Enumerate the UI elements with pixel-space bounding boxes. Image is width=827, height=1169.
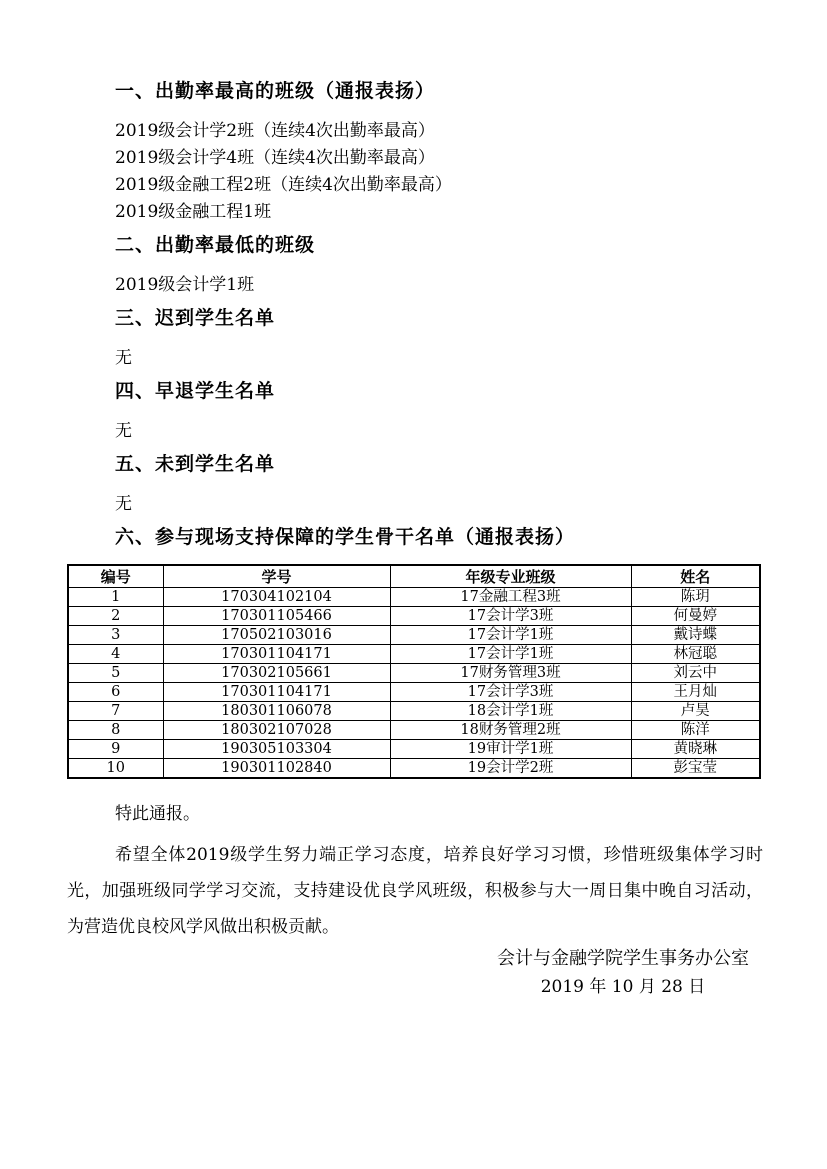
table-cell-class: 18会计学1班	[390, 702, 631, 721]
table-row	[68, 607, 760, 626]
table-cell-index: 6	[68, 683, 163, 702]
table-cell-student-id: 180302107028	[163, 721, 390, 740]
table-cell-student-id: 170304102104	[163, 588, 390, 607]
table-row	[68, 626, 760, 645]
table-cell-index: 9	[68, 740, 163, 759]
table-cell-index: 7	[68, 702, 163, 721]
table-row	[68, 664, 760, 683]
section-heading-6: 六、参与现场支持保障的学生骨干名单（通报表扬）	[115, 526, 576, 548]
table-cell-name: 陈洋	[631, 721, 760, 740]
table-row	[68, 683, 760, 702]
column-header-student-id: 学号	[163, 565, 390, 588]
table-cell-name: 陈玥	[631, 588, 760, 607]
table-cell-name: 林冠聪	[631, 645, 760, 664]
table-cell-class: 17财务管理3班	[390, 664, 631, 683]
exhortation-paragraph: 希望全体2019级学生努力端正学习态度，培养良好学习习惯，珍惜班级集体学习时光，加强班级同学学习交流，支持建设优良学风班级，积极参与大一周日集中晚自习活动，为营造优良校风学风做出积极贡献。	[67, 845, 763, 937]
section-heading-2: 二、出勤率最低的班级	[115, 234, 316, 256]
table-cell-student-id: 170301105466	[163, 607, 390, 626]
signature-office: 会计与金融学院学生事务办公室	[497, 948, 749, 969]
table-cell-student-id: 170302105661	[163, 664, 390, 683]
table-row	[68, 759, 760, 779]
table-cell-student-id: 180301106078	[163, 702, 390, 721]
table-cell-name: 何曼婷	[631, 607, 760, 626]
table-row	[68, 588, 760, 607]
closing-statement: 特此通报。	[115, 804, 200, 824]
section-1-item-2: 2019级会计学4班（连续4次出勤率最高）	[115, 148, 435, 168]
section-1-item-4: 2019级金融工程1班	[115, 202, 272, 222]
section-2-item-1: 2019级会计学1班	[115, 275, 255, 295]
table-cell-class: 17会计学1班	[390, 645, 631, 664]
table-header-row	[68, 565, 760, 588]
table-row	[68, 740, 760, 759]
column-header-name: 姓名	[631, 565, 760, 588]
table-cell-index: 5	[68, 664, 163, 683]
section-heading-1: 一、出勤率最高的班级（通报表扬）	[115, 80, 436, 102]
table-cell-index: 2	[68, 607, 163, 626]
section-5-item-1: 无	[115, 494, 132, 514]
table-row	[68, 702, 760, 721]
table-cell-name: 卢昊	[631, 702, 760, 721]
section-4-item-1: 无	[115, 421, 132, 441]
table-cell-class: 17会计学1班	[390, 626, 631, 645]
column-header-class: 年级专业班级	[390, 565, 631, 588]
section-1-item-3: 2019级金融工程2班（连续4次出勤率最高）	[115, 175, 452, 195]
section-heading-5: 五、未到学生名单	[115, 453, 276, 475]
table-cell-student-id: 190301102840	[163, 759, 390, 779]
table-cell-index: 4	[68, 645, 163, 664]
column-header-index: 编号	[68, 565, 163, 588]
table-cell-class: 17会计学3班	[390, 683, 631, 702]
section-heading-3: 三、迟到学生名单	[115, 307, 276, 329]
section-3-item-1: 无	[115, 348, 132, 368]
signature-date: 2019 年 10 月 28 日	[540, 977, 706, 997]
table-cell-name: 戴诗蝶	[631, 626, 760, 645]
signature-block	[497, 945, 749, 1001]
table-cell-index: 10	[68, 759, 163, 779]
table-cell-name: 彭宝莹	[631, 759, 760, 779]
table-cell-class: 17金融工程3班	[390, 588, 631, 607]
table-cell-index: 8	[68, 721, 163, 740]
table-cell-index: 1	[68, 588, 163, 607]
table-row	[68, 721, 760, 740]
table-cell-student-id: 190305103304	[163, 740, 390, 759]
table-cell-class: 18财务管理2班	[390, 721, 631, 740]
table-cell-class: 19审计学1班	[390, 740, 631, 759]
table-cell-name: 黄晓琳	[631, 740, 760, 759]
table-cell-index: 3	[68, 626, 163, 645]
table-cell-student-id: 170502103016	[163, 626, 390, 645]
table-cell-student-id: 170301104171	[163, 683, 390, 702]
table-row	[68, 645, 760, 664]
student-roster-table	[67, 564, 761, 779]
table-cell-class: 17会计学3班	[390, 607, 631, 626]
table-cell-name: 刘云中	[631, 664, 760, 683]
table-cell-class: 19会计学2班	[390, 759, 631, 779]
section-heading-4: 四、早退学生名单	[115, 380, 276, 402]
table-cell-student-id: 170301104171	[163, 645, 390, 664]
section-1-item-1: 2019级会计学2班（连续4次出勤率最高）	[115, 121, 435, 141]
table-cell-name: 王月灿	[631, 683, 760, 702]
